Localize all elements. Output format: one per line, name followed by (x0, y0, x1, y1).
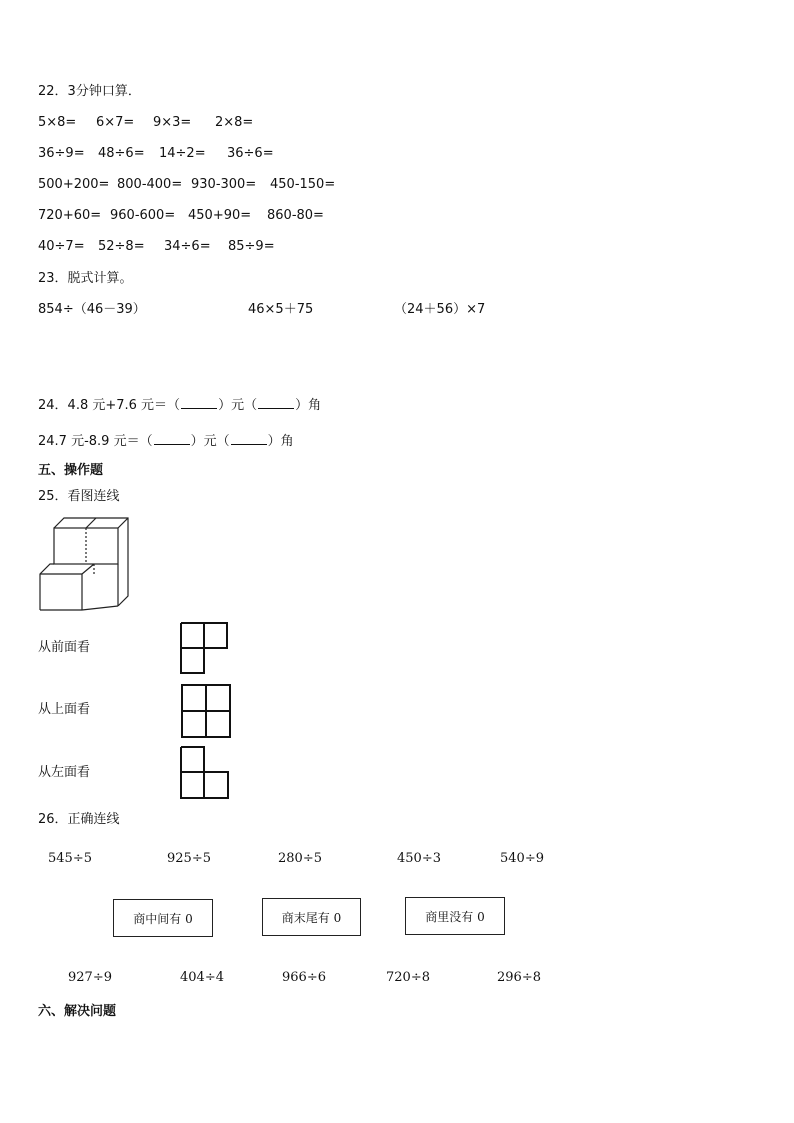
q26-bottom-item[interactable]: 296÷8 (497, 970, 541, 985)
q24-text: ）元（ (190, 434, 230, 449)
q23-expression: （24＋56）×7 (394, 302, 486, 317)
q26-title: 26．正确连线 (38, 812, 120, 827)
q22-item: 34÷6= (164, 239, 211, 254)
q24-line-1 (38, 396, 321, 414)
q22-item: 6×7= (96, 115, 135, 130)
q24-line-2 (38, 432, 294, 450)
q22-item: 48÷6= (98, 146, 145, 161)
q22-title: 22．3分钟口算． (38, 84, 141, 99)
q24-text: ）角 (295, 398, 322, 413)
q24-text: ）元（ (218, 398, 258, 413)
q22-item: 930-300= (191, 177, 257, 192)
q22-item: 800-400= (117, 177, 183, 192)
view-shape-l-bottom-right[interactable] (180, 746, 229, 799)
q22-item: 9×3= (153, 115, 192, 130)
q26-top-item[interactable]: 280÷5 (278, 851, 322, 866)
q24-text: 24.7 元-8.9 元＝（ (38, 434, 153, 449)
view-shape-l-top-right[interactable] (180, 622, 228, 674)
q22-item: 960-600= (110, 208, 176, 223)
view-label-top: 从上面看 (38, 702, 91, 717)
q22-item: 5×8= (38, 115, 77, 130)
q26-category-box[interactable]: 商末尾有 0 (262, 898, 361, 936)
q24-text: 24．4.8 元+7.6 元＝（ (38, 398, 181, 413)
q22-item: 52÷8= (98, 239, 145, 254)
q22-item: 85÷9= (228, 239, 275, 254)
q26-top-item[interactable]: 450÷3 (397, 851, 441, 866)
q22-item: 450+90= (188, 208, 252, 223)
q22-item: 450-150= (270, 177, 336, 192)
q26-top-item[interactable]: 540÷9 (500, 851, 544, 866)
q23-expression: 46×5＋75 (248, 302, 314, 317)
q23-expression: 854÷（46－39） (38, 302, 146, 317)
answer-blank[interactable] (181, 396, 217, 409)
answer-blank[interactable] (154, 432, 190, 445)
section-6-title: 六、解决问题 (38, 1004, 117, 1019)
q23-title: 23．脱式计算。 (38, 271, 133, 286)
q22-item: 14÷2= (159, 146, 206, 161)
q22-item: 36÷6= (227, 146, 274, 161)
section-5-title: 五、操作题 (38, 463, 104, 478)
q25-title: 25．看图连线 (38, 489, 120, 504)
q22-item: 36÷9= (38, 146, 85, 161)
q26-category-box[interactable]: 商里没有 0 (405, 897, 505, 935)
q26-bottom-item[interactable]: 720÷8 (386, 970, 430, 985)
answer-blank[interactable] (231, 432, 267, 445)
view-label-front: 从前面看 (38, 640, 91, 655)
cube-figure (38, 516, 130, 612)
view-label-left: 从左面看 (38, 765, 91, 780)
q24-text: ）角 (267, 434, 294, 449)
q22-item: 720+60= (38, 208, 102, 223)
q26-top-item[interactable]: 925÷5 (167, 851, 211, 866)
q26-bottom-item[interactable]: 927÷9 (68, 970, 112, 985)
q22-item: 500+200= (38, 177, 110, 192)
answer-blank[interactable] (258, 396, 294, 409)
q26-bottom-item[interactable]: 966÷6 (282, 970, 326, 985)
view-shape-square-2x2[interactable] (181, 684, 231, 738)
q22-item: 860-80= (267, 208, 324, 223)
q26-bottom-item[interactable]: 404÷4 (180, 970, 224, 985)
q22-item: 2×8= (215, 115, 254, 130)
q26-top-item[interactable]: 545÷5 (48, 851, 92, 866)
q22-item: 40÷7= (38, 239, 85, 254)
q26-category-box[interactable]: 商中间有 0 (113, 899, 213, 937)
